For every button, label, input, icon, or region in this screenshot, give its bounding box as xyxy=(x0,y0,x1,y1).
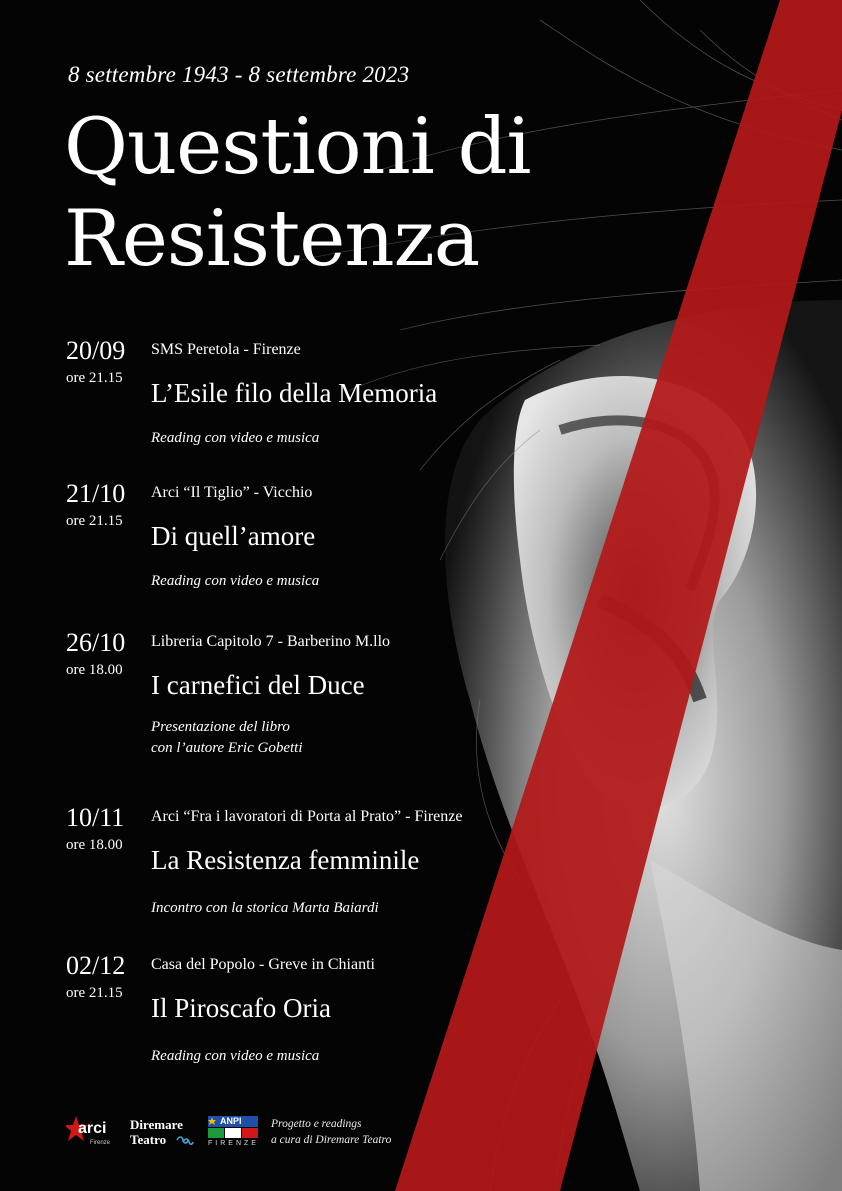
event-venue: Arci “Fra i lavoratori di Porta al Prato” - Firenze xyxy=(151,808,463,825)
anpi-firenze-logo xyxy=(206,1114,260,1150)
event-item xyxy=(66,628,626,758)
page-title-line-2: Resistenza xyxy=(64,194,480,284)
event-item xyxy=(66,336,626,466)
event-date: 02/12 xyxy=(66,951,126,980)
event-time: ore 18.00 xyxy=(66,662,123,678)
event-description: Incontro con la storica Marta Baiardi xyxy=(151,900,379,916)
wave-icon xyxy=(176,1134,194,1146)
arci-logo xyxy=(66,1114,114,1148)
event-time: ore 21.15 xyxy=(66,370,123,386)
event-description: Reading con video e musica xyxy=(151,1048,320,1064)
anpi-logo-text: ANPI xyxy=(220,1116,242,1126)
event-date: 20/09 xyxy=(66,336,126,365)
event-venue: Arci “Il Tiglio” - Vicchio xyxy=(151,484,313,501)
credit-text xyxy=(271,1116,391,1148)
event-date: 10/11 xyxy=(66,803,125,832)
event-time: ore 21.15 xyxy=(66,985,123,1001)
page-title-line-1: Questioni di xyxy=(64,102,531,192)
event-description: Reading con video e musica xyxy=(151,430,320,446)
credit-line-1: Progetto e readings xyxy=(271,1118,362,1130)
event-description: Presentazione del libro xyxy=(151,719,290,735)
diremare-teatro-logo xyxy=(130,1117,200,1151)
event-title: Il Piroscafo Oria xyxy=(151,993,331,1023)
event-venue: SMS Peretola - Firenze xyxy=(151,341,301,358)
event-item xyxy=(66,803,626,933)
event-time: ore 21.15 xyxy=(66,513,123,529)
event-venue: Casa del Popolo - Greve in Chianti xyxy=(151,956,375,973)
event-venue: Libreria Capitolo 7 - Barberino M.llo xyxy=(151,633,391,650)
anniversary-dates: 8 settembre 1943 - 8 settembre 2023 xyxy=(68,62,410,87)
diremare-logo-line-1: Diremare xyxy=(130,1117,183,1132)
event-title: L’Esile filo della Memoria xyxy=(151,378,438,408)
event-title: I carnefici del Duce xyxy=(151,670,365,700)
diremare-logo-line-2: Teatro xyxy=(130,1132,167,1147)
event-date: 26/10 xyxy=(66,628,126,657)
arci-logo-text: arci xyxy=(78,1120,107,1137)
anpi-logo-subtext: FIRENZE xyxy=(208,1140,259,1147)
event-item xyxy=(66,951,626,1081)
event-date: 21/10 xyxy=(66,479,126,508)
credit-line-2: a cura di Diremare Teatro xyxy=(271,1134,392,1146)
event-description: Reading con video e musica xyxy=(151,573,320,589)
arci-logo-subtext: Firenze xyxy=(90,1140,111,1146)
event-description-line-2: con l’autore Eric Gobetti xyxy=(151,740,303,756)
event-item xyxy=(66,479,626,609)
event-time: ore 18.00 xyxy=(66,837,123,853)
event-title: Di quell’amore xyxy=(151,521,316,551)
event-title: La Resistenza femminile xyxy=(151,845,420,875)
